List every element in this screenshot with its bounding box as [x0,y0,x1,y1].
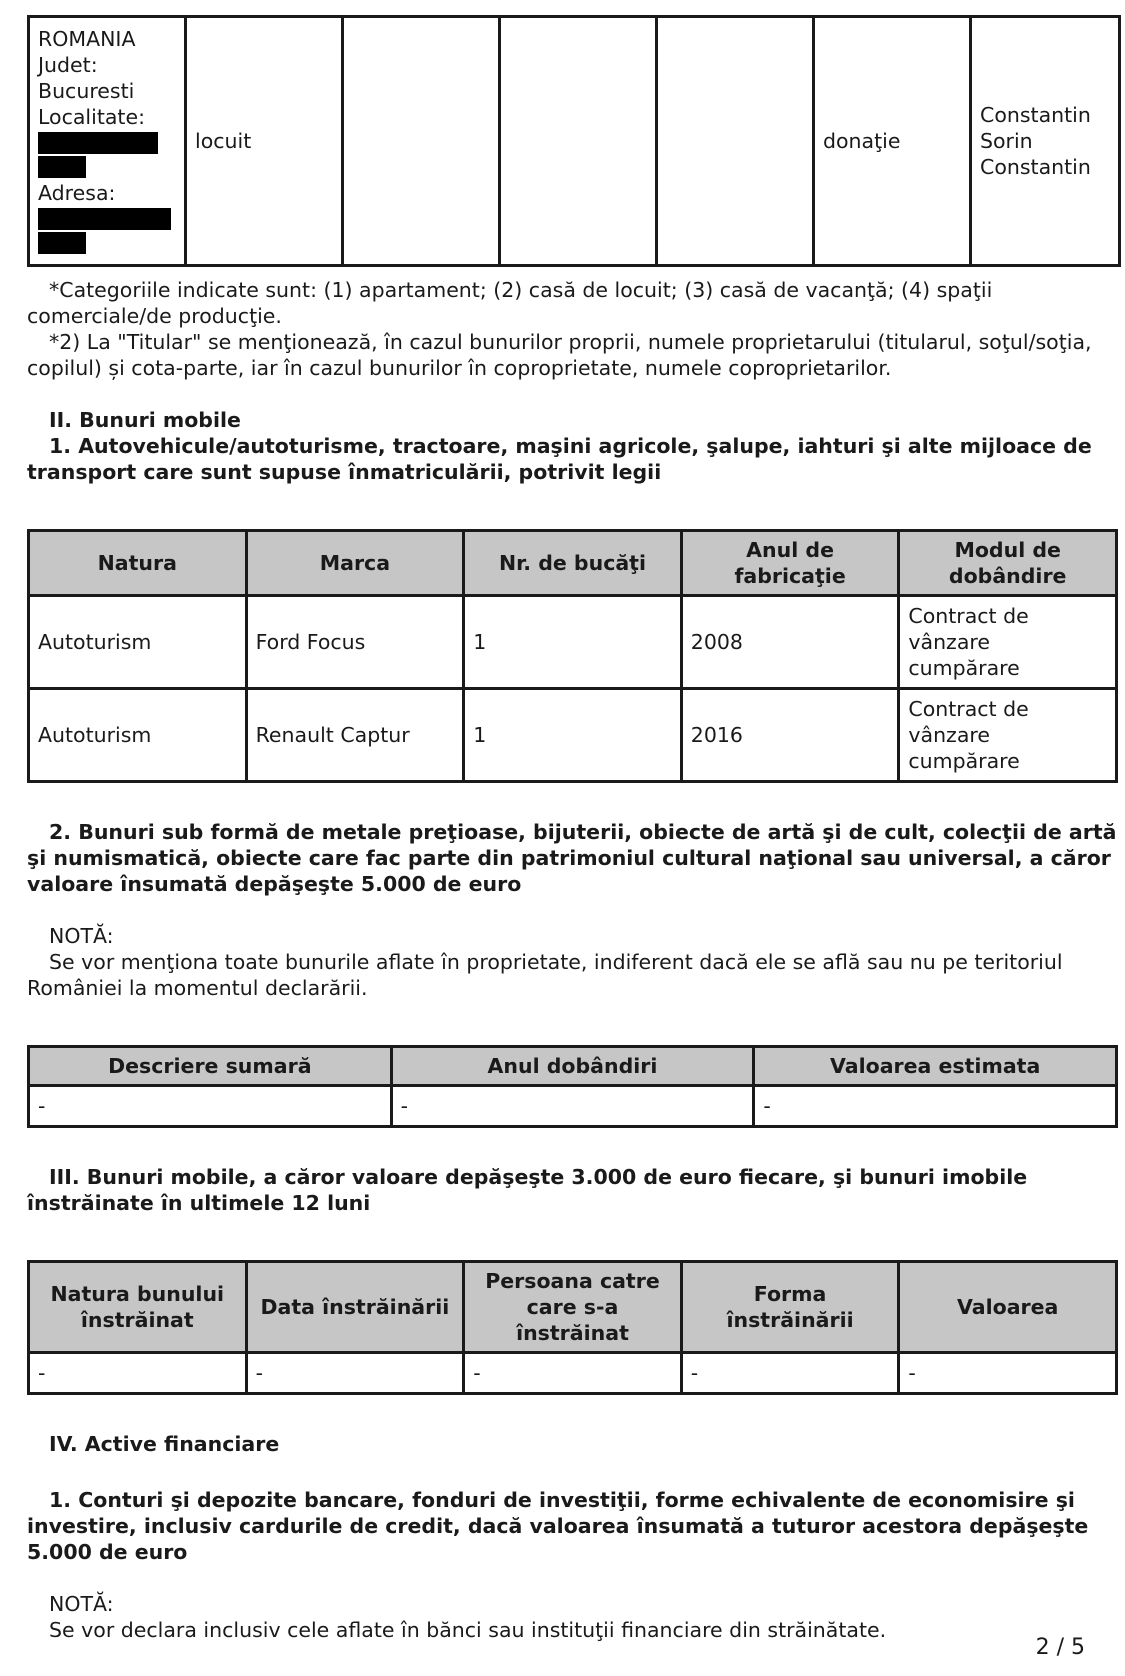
column-header: Natura bunului înstrăinat [29,1262,247,1353]
table-cell: 1 [464,689,682,782]
column-header: Natura [29,531,247,596]
table-header-row [29,1262,1117,1353]
categories-note: *Categoriile indicate sunt: (1) apartament; (2) casă de locuit; (3) casă de vacanţă; (4) spaţii comerciale/de producţie. [27,278,993,328]
table-cell: - [464,1353,682,1394]
empty-cell [343,17,500,266]
note-label: NOTĂ: [49,924,114,948]
owner-cell: Constantin Sorin Constantin [971,17,1120,266]
valuables-table [27,1045,1118,1128]
acquisition-mode-cell: donaţie [814,17,971,266]
titular-note: *2) La "Titular" se menţionează, în cazul bunurilor proprii, numele proprietarului (titularul, soţul/soţia, copilul) și cota-parte, iar în cazul bunurilor în coproprietate, numele coproprietarilor. [27,330,1092,380]
column-header: Data înstrăinării [246,1262,464,1353]
country: ROMANIA [38,27,136,51]
table-cell: Contract de vânzare cumpărare [899,689,1117,782]
table-row [29,1353,1117,1394]
redacted-locality [38,132,158,154]
table-cell: 1 [464,596,682,689]
note-text: Se vor declara inclusiv cele aflate în bănci sau instituţii financiare din străinătate. [49,1618,887,1642]
column-header: Anul de fabricaţie [681,531,899,596]
table-cell: - [29,1353,247,1394]
table-row [29,17,1120,266]
section-subtitle: 1. Conturi şi depozite bancare, fonduri de investiţii, forme echivalente de economisire şi investire, inclusiv cardurile de credit, dacă valoarea însumată a tuturor acestora depăşeşte 5.000 de euro [27,1488,1089,1564]
locality-label: Localitate: [38,105,145,129]
table-row [29,1086,1117,1127]
table-cell: - [391,1086,754,1127]
table-row [29,596,1117,689]
vehicles-table [27,529,1118,783]
redacted-address [38,208,171,230]
table-row [29,689,1117,782]
section-subtitle: 2. Bunuri sub formă de metale preţioase, bijuterii, obiecte de artă şi de cult, colecţii de artă şi numismatică, obiecte care fac parte din patrimoniul cultural naţional sau universal, a căror valoare însumată depăşeşte 5.000 de euro [27,820,1117,896]
column-header: Persoana catre care s-a înstrăinat [464,1262,682,1353]
note-label: NOTĂ: [49,1592,114,1616]
section-title: II. Bunuri mobile [49,408,241,432]
section-title: IV. Active financiare [49,1432,280,1456]
section-subtitle: 1. Autovehicule/autoturisme, tractoare, maşini agricole, şalupe, iahturi şi alte mijloace de transport care sunt supuse înmatriculării, potrivit legii [27,434,1092,484]
table-cell: Contract de vânzare cumpărare [899,596,1117,689]
table-cell: Autoturism [29,596,247,689]
table-cell: Renault Captur [246,689,464,782]
table-cell: - [29,1086,392,1127]
redacted-address-2 [38,232,86,254]
redacted-locality-2 [38,156,86,178]
table-cell: - [754,1086,1117,1127]
table-header-row [29,1047,1117,1086]
address-label: Adresa: [38,181,116,205]
alienated-goods-table [27,1260,1118,1395]
table-header-row [29,531,1117,596]
empty-cell [657,17,814,266]
table-cell: - [681,1353,899,1394]
real-estate-table [27,15,1121,267]
column-header: Valoarea estimata [754,1047,1117,1086]
column-header: Forma înstrăinării [681,1262,899,1353]
location-cell [29,17,186,266]
document-page [27,15,1118,1643]
table-cell: 2016 [681,689,899,782]
table-cell: - [899,1353,1117,1394]
category-cell: locuit [186,17,343,266]
table-cell: Autoturism [29,689,247,782]
column-header: Marca [246,531,464,596]
column-header: Nr. de bucăţi [464,531,682,596]
county-label: Judet: [38,53,98,77]
county: Bucuresti [38,79,135,103]
column-header: Modul de dobândire [899,531,1117,596]
column-header: Descriere sumară [29,1047,392,1086]
column-header: Anul dobândiri [391,1047,754,1086]
note-text: Se vor menţiona toate bunurile aflate în proprietate, indiferent dacă ele se află sau nu pe teritoriul României la momentul declarării. [27,950,1063,1000]
table-cell: - [246,1353,464,1394]
column-header: Valoarea [899,1262,1117,1353]
page-number: 2 / 5 [1035,1635,1085,1660]
table-cell: Ford Focus [246,596,464,689]
table-cell: 2008 [681,596,899,689]
section-title: III. Bunuri mobile, a căror valoare depăşeşte 3.000 de euro fiecare, şi bunuri imobile înstrăinate în ultimele 12 luni [27,1165,1028,1215]
empty-cell [500,17,657,266]
